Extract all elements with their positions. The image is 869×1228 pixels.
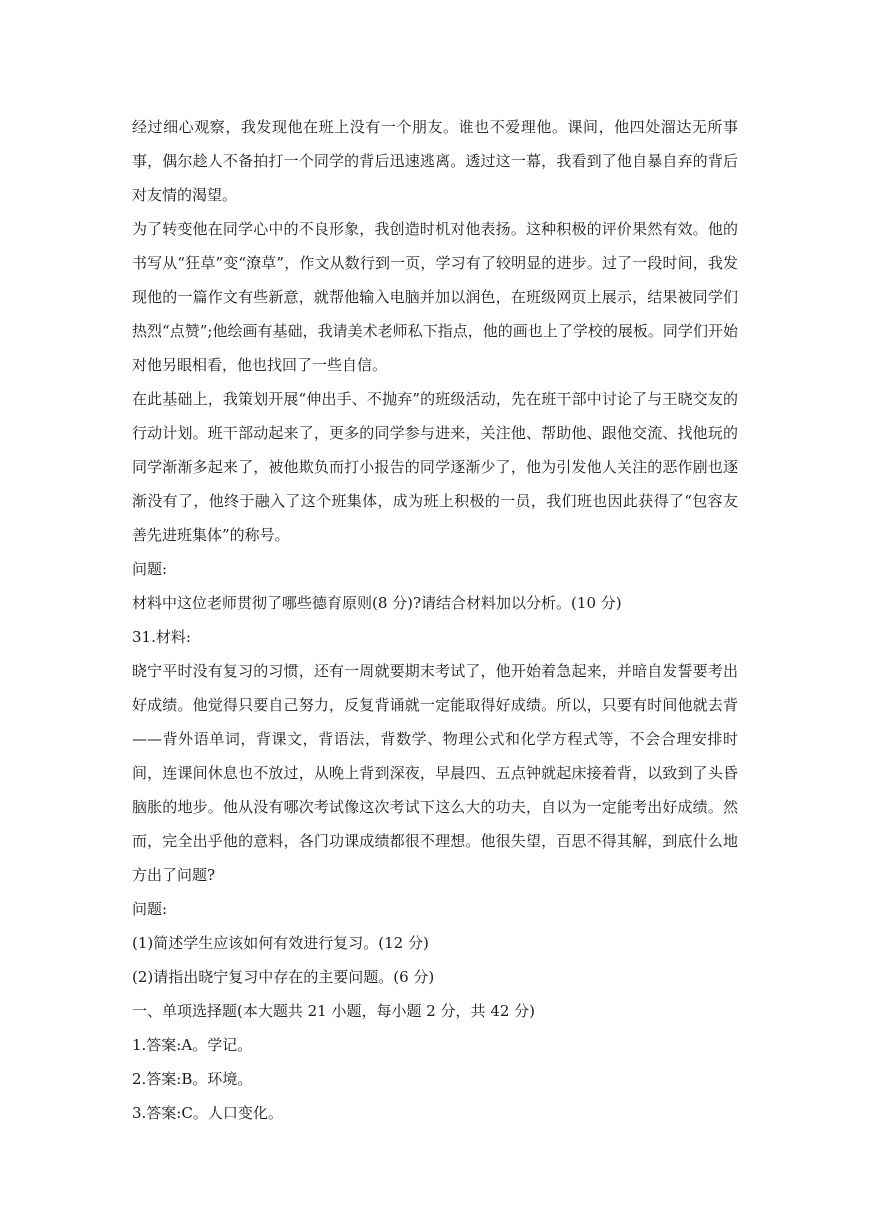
section-heading: 一、单项选择题(本大题共 21 小题，每小题 2 分，共 42 分) [132,1002,536,1020]
material-paragraph-2: 为了转变他在同学心中的不良形象，我创造时机对他表扬。这种积极的评价果然有效。他的书写从“狂草”变“潦草”，作文从数行到一页，学习有了较明显的进步。过了一段时间，我发现他的一篇作文有些新意，就帮他输入电脑并加以润色，在班级网页上展示，结果被同学们热烈“点赞”;他绘画有基础，我请美术老师私下指点，他的画也上了学校的展板。同学们开始对他另眼相看，他也找回了一些自信。 [132,220,738,374]
answer-2: 2.答案:B。环境。 [132,1070,253,1088]
question-31-sub-1: (1)简述学生应该如何有效进行复习。(12 分) [132,934,429,952]
material-paragraph-1: 经过细心观察，我发现他在班上没有一个朋友。谁也不爱理他。课间，他四处溜达无所事事，偶尔趁人不备拍打一个同学的背后迅速逃离。透过这一幕，我看到了他自暴自弃的背后对友情的渴望。 [132,118,738,204]
document-body [132,110,738,1130]
question-31-sub-2: (2)请指出晓宁复习中存在的主要问题。(6 分) [132,968,435,986]
material-paragraph-3: 在此基础上，我策划开展“伸出手、不抛弃”的班级活动，先在班干部中讨论了与王晓交友的行动计划。班干部动起来了，更多的同学参与进来，关注他、帮助他、跟他交流、找他玩的同学渐渐多起来了，被他欺负而打小报告的同学逐渐少了，他为引发他人关注的恶作剧也逐渐没有了，他终于融入了这个班集体，成为班上积极的一员，我们班也因此获得了“包容友善先进班集体”的称号。 [132,390,738,544]
question-31-material: 晓宁平时没有复习的习惯，还有一周就要期末考试了，他开始着急起来，并暗自发誓要考出好成绩。他觉得只要自己努力，反复背诵就一定能取得好成绩。所以，只要有时间他就去背——背外语单词，背课文，背语法，背数学、物理公式和化学方程式等，不会合理安排时间，连课间休息也不放过，从晚上背到深夜，早晨四、五点钟就起床接着背，以致到了头昏脑胀的地步。他从没有哪次考试像这次考试下这么大的功夫，自以为一定能考出好成绩。然而，完全出乎他的意料，各门功课成绩都很不理想。他很失望，百思不得其解，到底什么地方出了问题? [132,662,738,884]
question-30-text: 材料中这位老师贯彻了哪些德育原则(8 分)?请结合材料加以分析。(10 分) [132,594,622,612]
question-31-heading: 31.材料: [132,628,191,646]
question-31-label: 问题: [132,900,168,918]
answer-3: 3.答案:C。人口变化。 [132,1104,283,1122]
answer-1: 1.答案:A。学记。 [132,1036,253,1054]
question-30-label: 问题: [132,560,168,578]
